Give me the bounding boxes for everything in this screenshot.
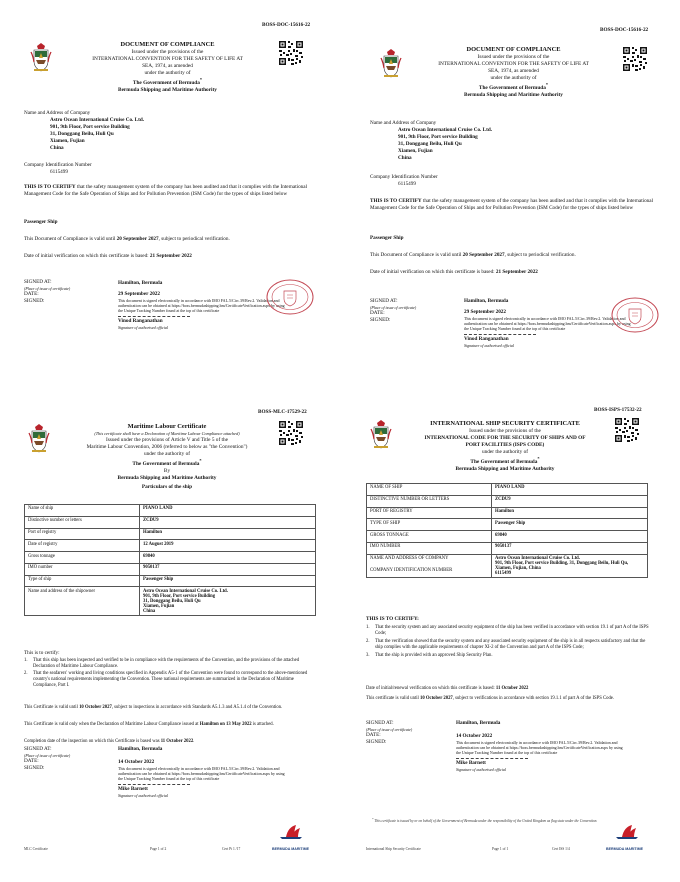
tracking-number: BOSS-MLC-17529-22: [258, 409, 307, 415]
row-value: ZCDU9: [492, 495, 648, 507]
date-value: 14 October 2022: [456, 733, 493, 740]
initial-verification: [366, 686, 652, 692]
issued-under: Issued under the provisions of Article V and Title 5 of the: [105, 437, 229, 444]
certify-text: [24, 184, 324, 198]
qr-code-icon: [614, 417, 640, 443]
bermuda-crest-icon: [370, 419, 392, 449]
signed-at-label: SIGNED AT:: [24, 279, 52, 285]
dmlc-condition: [24, 722, 316, 728]
tracking-number: BOSS-DOC-15616-22: [600, 27, 649, 33]
signer-name: Vinod Ranganathan: [464, 335, 509, 342]
esign-note: This document is signed electronically in accordance with IMO FAL.5/Circ.39/Rev.2. Validation and authentication can be obtained at https://boss.bermudashipping.bm/CertificateVerification.aspx by using the Unique Tracking Number found at the top of this certificate: [118, 766, 285, 782]
valid-pre: This Certificate is valid until: [24, 705, 78, 710]
row-label: Date of registry: [25, 540, 140, 552]
convention-name-2: SEA, 1974, as amended: [142, 63, 193, 70]
completion-date: Completion date of the inspection on which this Certificate is based was 11 October 2022.: [24, 739, 195, 744]
qr-code-icon: [278, 40, 304, 66]
row-value: PIANO LAND: [492, 484, 648, 496]
valid-pre: This certificate is valid until: [366, 696, 419, 701]
item-text: That the ship is provided with an approved Ship Security Plan.: [375, 653, 493, 659]
signed-at-label: SIGNED AT:: [366, 720, 394, 726]
footer-page: Page 1 of 1: [492, 847, 509, 851]
issued-under: Issued under the provisions of the: [469, 428, 541, 435]
logo-text: BERMUDA MARITIME: [272, 847, 309, 851]
valid-post: , subject to periodical verification.: [158, 236, 230, 242]
place-value: Hamilton, Bermuda: [456, 720, 501, 726]
valid-post: , subject to inspections in accordance with Standards A5.1.3 and A5.1.4 of the Convention.: [111, 705, 283, 710]
footnote-text: This certificate is issued by or on behalf of the Government of Bermuda under the responsibility of the United Kingdom as flag state under the Convention.: [374, 819, 598, 824]
validity: [24, 236, 324, 243]
company-line: Astro Ocean International Cruise Co. Ltd.: [398, 127, 492, 133]
certificate-note: (This certificate shall have a Declaration of Maritime Labour Compliance attached): [94, 431, 240, 437]
code-name-2: PORT FACILITIES (ISPS CODE): [465, 442, 545, 449]
shipowner-line: Astro Ocean International Cruise Co. Ltd.: [143, 588, 228, 594]
place-note: (Place of issue of certificate): [366, 727, 413, 733]
logo-text: BERMUDA MARITIME: [606, 847, 643, 851]
ship-type: Passenger Ship: [24, 219, 58, 225]
by-label: By: [163, 467, 171, 474]
company-id-label: Company Identification Number: [370, 174, 438, 180]
valid-pre: This Document of Compliance is valid until: [24, 236, 116, 242]
doc-certificate-right: [342, 0, 680, 441]
completion-value: 11 October 2022: [160, 739, 194, 744]
place-value: Hamilton, Bermuda: [464, 298, 509, 304]
convention-name-2: SEA, 1974, as amended: [488, 68, 539, 75]
company-line: China: [50, 145, 64, 152]
footer-page: Page 1 of 2: [150, 847, 167, 851]
table-row: [367, 484, 648, 496]
only-pre: This Certificate is valid only when the Declaration of Maritime Labour Compliance issued at: [24, 722, 199, 727]
place-value: Hamilton, Bermuda: [118, 280, 163, 286]
certificate-header: [60, 41, 275, 94]
certificate-header: [406, 46, 621, 99]
table-row: [25, 540, 316, 552]
certificate-header: [58, 423, 276, 491]
row-value: Passenger Ship: [140, 575, 316, 587]
mlc-certificate: [0, 393, 340, 882]
certify-rest: that the safety management system of the company has been audited and that it complies with the International Management Code for the Safe Operation of Ships and for Pollution Prevention (ISM Code) for the types of ships listed below: [24, 184, 308, 198]
signed-at-label: SIGNED AT:: [370, 298, 398, 304]
convention-name: INTERNATIONAL CONVENTION FOR THE SAFETY OF LIFE AT: [438, 61, 589, 68]
initial-pre: Date of initial verification on which this certificate is based:: [24, 253, 149, 259]
initial-pre: Date of initial verification on which this certificate is based:: [370, 269, 495, 275]
initial-verification: [370, 269, 668, 276]
code-name: INTERNATIONAL CODE FOR THE SECURITY OF SHIPS AND OF: [424, 435, 586, 442]
row-label: PORT OF REGISTRY: [367, 507, 492, 519]
row-label: Port of registry: [25, 528, 140, 540]
esign-note: This document is signed electronically in accordance with IMO FAL.5/Circ.39/Rev.2. Validation and authentication can be obtained at https://boss.bermudashipping.bm/CertificateVerification.aspx by using the Unique Tracking Number found at the top of this certificate: [456, 740, 623, 756]
row-value: ZCDU9: [140, 516, 316, 528]
certificate-header: [398, 420, 612, 473]
place-note: (Place of issue of certificate): [24, 286, 71, 292]
date-value: 29 September 2022: [118, 291, 160, 298]
certify-bold: THIS IS TO CERTIFY: [370, 198, 422, 204]
footnote-mark: *: [199, 458, 202, 464]
shipowner-line: Xiamen, Fujian: [143, 603, 175, 609]
footnote-mark: *: [537, 456, 540, 462]
row-label: Distinctive number or letters: [25, 516, 140, 528]
initial-verification: [24, 253, 324, 260]
row-value: 69840: [140, 552, 316, 564]
issued-under: Issued under the provisions of the: [131, 49, 204, 56]
certify-heading: THIS IS TO CERTIFY:: [366, 616, 419, 622]
company-id-value: 6115499: [398, 181, 416, 187]
government: The Government of Bermuda: [132, 460, 200, 467]
company-line: 31, Donggang Beilu, Huli Qu: [50, 131, 114, 138]
initial-date: 21 September 2022: [495, 269, 538, 275]
convention-name: Maritime Labour Convention, 2006 (referred to below as "the Convention"): [86, 444, 248, 451]
date-value: 14 October 2022: [118, 759, 155, 766]
name-address-label: Name and Address of Company: [370, 120, 437, 126]
item-text: That this ship has been inspected and verified to be in compliance with the requirements of the Convention, and the provisions of the attached Declaration of Maritime Labour Compliance.: [33, 658, 300, 670]
table-row: [367, 542, 648, 554]
footer-left: International Ship Security Certificate: [366, 847, 421, 851]
row-label: GROSS TONNAGE: [367, 531, 492, 543]
row-label: IMO NUMBER: [367, 542, 492, 554]
table-row: [25, 563, 316, 575]
row-label: Name and address of the shipowner: [25, 587, 140, 616]
signed-label: SIGNED:: [370, 317, 391, 324]
row-value: Passenger Ship: [492, 519, 648, 531]
only-post: is attached.: [252, 722, 274, 727]
item-text: That the verification showed that the security system and any associated security equipment of the ship is in all respects satisfactory and that the ship complies with the applicable requirements of chapter XI-2 of the Convention and part A of the ISPS Code;: [375, 639, 646, 651]
row-value: 69840: [492, 531, 648, 543]
government: The Government of Bermuda: [132, 80, 200, 87]
ship-particulars-table: [24, 504, 316, 616]
signed-label: SIGNED:: [24, 298, 45, 305]
signature-labels: [370, 298, 416, 324]
date-label: DATE:: [24, 758, 39, 765]
signer-note: Signature of authorised official: [456, 766, 506, 772]
table-row: [25, 516, 316, 528]
shipowner-line: 31, Donggang Beilu, Huli Qu: [143, 598, 201, 604]
ship-type: Passenger Ship: [370, 235, 404, 241]
signature-block: [118, 746, 288, 798]
completion-pre: Completion date of the inspection on which this Certificate is based was: [24, 739, 160, 744]
issued-under: Issued under the provisions of the: [477, 54, 550, 61]
footer-right: Cert Pt 1 /17: [222, 847, 241, 851]
esign-note: This document is signed electronically in accordance with IMO FAL.5/Circ.39/Rev.2. Validation and authentication can be obtained at https://boss.bermudashipping.bm/CertificateVerification.aspx by using the Unique Tracking Number found at the top of this certificate: [118, 298, 285, 314]
company-line: 31, Donggang Beilu, Huli Qu: [398, 141, 462, 148]
date-label: DATE:: [366, 732, 381, 739]
initial-pre: Date of initial/renewal verification on which this certificate is based:: [366, 686, 495, 691]
signature-labels: [24, 279, 70, 305]
valid-date: 20 September 2027: [462, 252, 505, 258]
initial-date: 21 September 2022: [149, 253, 192, 259]
valid-post: , subject to verifications in accordance with section 19.1.1 of part A of the ISPS Code.: [452, 696, 615, 701]
footer-right: Cert ISS 1/4: [552, 847, 570, 851]
only-bold: Hamilton on 13 May 2022: [199, 722, 252, 727]
date-label: DATE:: [370, 310, 385, 317]
signature-block: [464, 298, 632, 348]
signed-label: SIGNED:: [24, 765, 45, 772]
signature-labels: [366, 720, 412, 746]
date-label: DATE:: [24, 291, 39, 298]
signer-note: Signature of authorised official: [118, 324, 168, 330]
row-value: PIANO LAND: [140, 505, 316, 517]
signer-name: Mike Barnett: [118, 785, 148, 792]
official-stamp-icon: [610, 296, 660, 334]
authority-of: under the authority of: [144, 70, 191, 77]
signer-note: Signature of authorised official: [464, 342, 514, 348]
table-row: [25, 587, 316, 616]
table-row: [25, 575, 316, 587]
initial-date: 11 October 2022: [495, 686, 529, 691]
official-stamp-icon: [265, 278, 315, 316]
tracking-number: BOSS-ISPS-17532-22: [594, 407, 642, 413]
table-row: [25, 552, 316, 564]
row-label: [367, 554, 492, 578]
validity: [370, 252, 668, 259]
government: The Government of Bermuda: [470, 459, 538, 466]
valid-date: 10 October 2027: [420, 696, 453, 701]
shipowner-line: 901, 9th Floor, Port service Building: [143, 593, 216, 599]
certificate-title: Maritime Labour Certificate: [127, 423, 207, 430]
id-label: COMPANY IDENTIFICATION NUMBER: [370, 568, 453, 574]
esign-note: This document is signed electronically in accordance with IMO FAL.5/Circ.39/Rev.2. Validation and authentication can be obtained at https://boss.bermudashipping.bm/CertificateVerification.aspx by using the Unique Tracking Number found at the top of this certificate: [464, 316, 631, 332]
row-label: IMO number: [25, 563, 140, 575]
company-line: Astro Ocean International Cruise Co. Ltd.: [50, 117, 144, 123]
bermuda-crest-icon: [380, 48, 402, 78]
convention-name: INTERNATIONAL CONVENTION FOR THE SAFETY OF LIFE AT: [92, 56, 243, 63]
bermuda-maritime-logo-icon: [608, 823, 646, 845]
row-label: Name of ship: [25, 505, 140, 517]
signature-line: [456, 758, 528, 759]
footnote-mark: *: [545, 82, 549, 88]
signer-name: Mike Barnett: [456, 759, 486, 766]
issuing-authority: Bermuda Shipping and Maritime Authority: [464, 92, 563, 99]
row-value: 12 August 2019: [140, 540, 316, 552]
signed-label: SIGNED:: [366, 739, 387, 746]
authority-of: under the authority of: [490, 75, 537, 82]
company-address: [50, 117, 144, 152]
row-value: 9050137: [140, 563, 316, 575]
footer-left: MLC Certificate: [24, 847, 48, 851]
company-line: Xiamen, Fujian: [50, 138, 85, 145]
qr-code-icon: [622, 46, 648, 72]
row-label: TYPE OF SHIP: [367, 519, 492, 531]
date-value: 29 September 2022: [464, 309, 506, 316]
certify-rest: that the safety management system of the company has been audited and that it complies with the International Management Code for the Safe Operation of Ships and for Pollution Prevention (ISM Code) for the types of ships listed below: [370, 198, 654, 212]
certify-heading: This is to certify:: [24, 650, 60, 656]
row-label: Gross tonnage: [25, 552, 140, 564]
signer-note: Signature of authorised official: [118, 792, 168, 798]
certificate-title: DOCUMENT OF COMPLIANCE: [466, 46, 561, 53]
valid-post: , subject to periodical verification.: [504, 252, 576, 258]
validity: [366, 696, 652, 702]
bermuda-crest-icon: [28, 423, 50, 453]
list-item: 1. That the security system and any associated security equipment of the ship has been verified in accordance with section 19.1 of part A of the ISPS Code;: [366, 625, 652, 637]
doc-certificate-left: [0, 0, 340, 441]
authority-of: under the authority of: [143, 451, 191, 458]
list-item: 2. That the seafarers' working and living conditions specified in Appendix A5-1 of the Convention were found to correspond to the above-mentioned country's national requirements implementing the Convention. These national requirements are summarized in the Declaration of Maritime Compliance, Part I.: [24, 671, 316, 689]
row-label: NAME OF SHIP: [367, 484, 492, 496]
id-value: 6115499: [495, 571, 512, 577]
row-value: 9050137: [492, 542, 648, 554]
company-line: 901, 9th Floor, Port service Building: [50, 124, 130, 131]
company-line: 901, 9th Floor, Port service Building: [398, 134, 478, 141]
row-value: [140, 587, 316, 616]
issuing-authority: Bermuda Shipping and Maritime Authority: [455, 466, 555, 473]
isps-certificate: [342, 393, 680, 882]
item-text: That the seafarers' working and living conditions specified in Appendix A5-1 of the Convention were found to correspond to the above-mentioned country's national requirements implementing the Convention. These national requirements are summarized in the Declaration of Maritime Compliance, Part I.: [33, 671, 308, 689]
certificate-title: INTERNATIONAL SHIP SECURITY CERTIFICATE: [430, 420, 580, 427]
valid-date: 20 September 2027: [116, 236, 159, 242]
valid-pre: This Document of Compliance is valid until: [370, 252, 462, 258]
company-address: [398, 127, 492, 162]
certify-items: [24, 658, 316, 690]
issuing-authority: Bermuda Shipping and Maritime Authority: [118, 87, 217, 94]
signature-line: [464, 334, 536, 335]
bermuda-crest-icon: [30, 42, 52, 72]
ship-particulars-table: [366, 483, 648, 578]
place-note: (Place of issue of certificate): [370, 305, 417, 311]
item-text: That the security system and any associated security equipment of the ship has been verified in accordance with section 19.1 of part A of the ISPS Code;: [375, 625, 649, 637]
row-value: Hamilton: [492, 507, 648, 519]
signed-at-label: SIGNED AT:: [24, 746, 52, 752]
certify-text: [370, 198, 668, 212]
table-row: [25, 505, 316, 517]
company-line: Xiamen, Fujian: [398, 148, 433, 155]
company-line: China: [398, 155, 412, 162]
name-address-label: Name and Address of Company: [24, 110, 91, 116]
signature-line: [118, 316, 190, 317]
particulars-heading: Particulars of the ship: [141, 483, 193, 490]
company-id-value: 6115499: [50, 169, 68, 175]
row-value: [492, 554, 648, 578]
bermuda-maritime-logo-icon: [272, 823, 310, 845]
valid-date: 10 October 2027: [79, 705, 112, 710]
place-value: Hamilton, Bermuda: [118, 746, 163, 752]
authority-of: under the authority of: [481, 449, 529, 456]
signature-block: [118, 280, 288, 330]
shipowner-line: China: [143, 608, 156, 614]
table-row: [367, 531, 648, 543]
signature-labels: [24, 746, 70, 772]
issuing-authority: Bermuda Shipping and Maritime Authority: [117, 474, 217, 481]
row-label: Type of ship: [25, 575, 140, 587]
certificate-title: DOCUMENT OF COMPLIANCE: [120, 41, 215, 48]
signature-block: [456, 720, 628, 772]
qr-code-icon: [278, 420, 304, 446]
government: The Government of Bermuda: [478, 85, 546, 92]
signer-name: Vinod Ranganathan: [118, 317, 163, 324]
list-item: 1. That this ship has been inspected and verified to be in compliance with the requirements of the Convention, and the provisions of the attached Declaration of Maritime Labour Compliance.: [24, 658, 316, 670]
footnote-mark: *: [199, 77, 203, 83]
company-address: 901, 9th Floor, Port service Building, 31, Donggang Beilu, Huli Qu, Xiamen, Fujian, China: [495, 561, 629, 572]
place-note: (Place of issue of certificate): [24, 753, 71, 759]
certify-bold: THIS IS TO CERTIFY: [24, 184, 76, 190]
row-value: Hamilton: [140, 528, 316, 540]
table-row: [367, 519, 648, 531]
tracking-number: BOSS-DOC-15616-22: [262, 22, 311, 28]
signature-line: [118, 784, 190, 785]
company-label: NAME AND ADDRESS OF COMPANY: [370, 556, 449, 562]
company-value: Astro Ocean International Cruise Co. Ltd.: [495, 556, 580, 562]
validity: [24, 705, 316, 711]
footnote: [372, 817, 642, 823]
certify-items: [366, 625, 652, 660]
table-row: [25, 528, 316, 540]
table-row: [367, 495, 648, 507]
table-row: [367, 554, 648, 578]
company-id-label: Company Identification Number: [24, 162, 92, 168]
row-label: DISTINCTIVE NUMBER OR LETTERS: [367, 495, 492, 507]
table-row: [367, 507, 648, 519]
footnote-mark: *: [372, 817, 374, 821]
list-item: 2. That the verification showed that the security system and any associated security equipment of the ship is in all respects satisfactory and that the ship complies with the applicable requirements of chapter XI-2 of the Convention and part A of the ISPS Code;: [366, 639, 652, 651]
list-item: 3. That the ship is provided with an approved Ship Security Plan.: [366, 653, 652, 659]
